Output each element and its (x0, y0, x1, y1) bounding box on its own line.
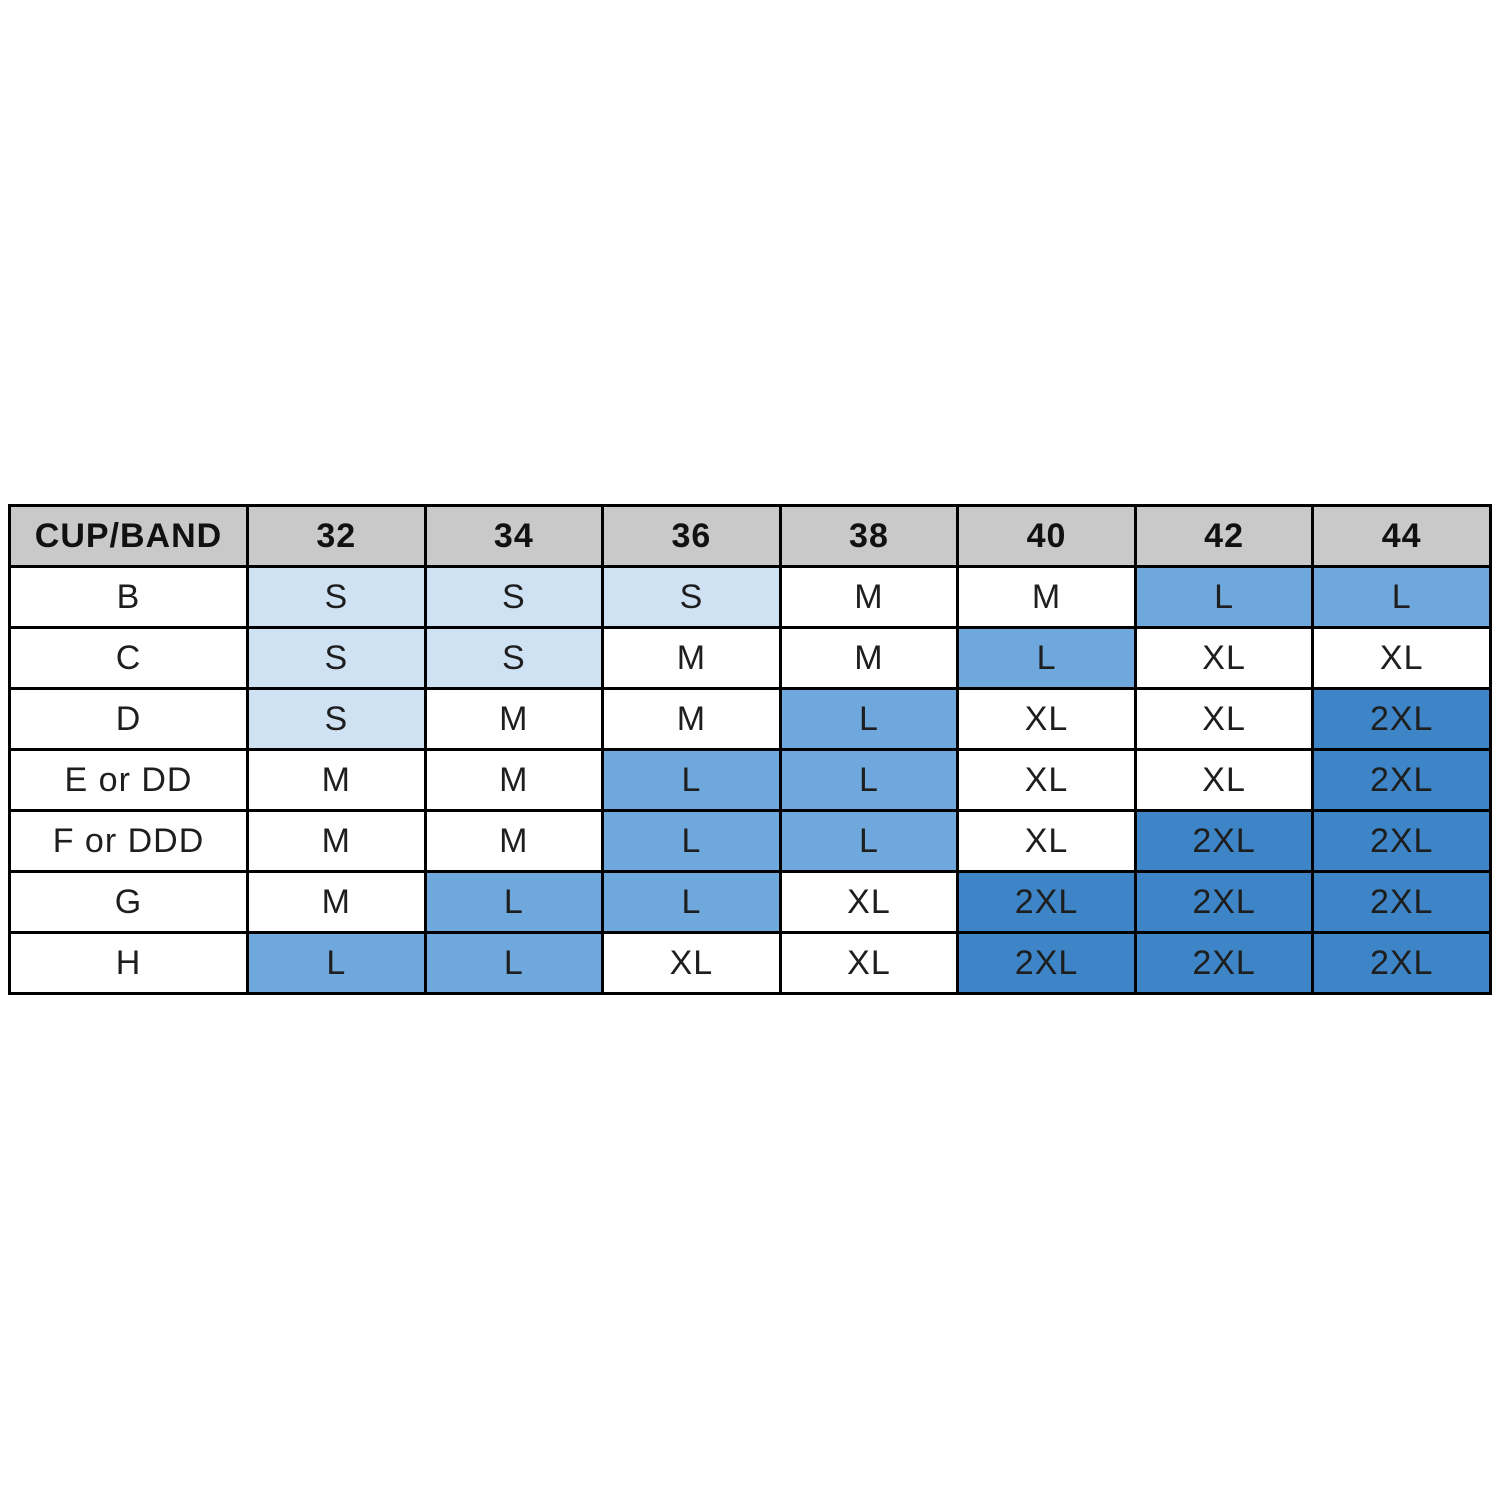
size-cell: S (425, 567, 603, 628)
size-cell: L (425, 872, 603, 933)
size-cell: 2XL (1135, 811, 1313, 872)
size-cell: S (248, 628, 426, 689)
size-cell: 2XL (958, 872, 1136, 933)
size-cell: XL (780, 933, 958, 994)
size-cell: S (248, 689, 426, 750)
table-row (10, 689, 1491, 750)
band-header-cell: 42 (1135, 506, 1313, 567)
size-cell: L (780, 750, 958, 811)
band-header-cell: 44 (1313, 506, 1491, 567)
cup-label-cell: H (10, 933, 248, 994)
band-header-cell: 40 (958, 506, 1136, 567)
table-row (10, 750, 1491, 811)
size-cell: XL (1135, 628, 1313, 689)
band-header-cell: 38 (780, 506, 958, 567)
size-cell: L (1135, 567, 1313, 628)
size-chart-header (10, 506, 1491, 567)
size-chart-body (10, 567, 1491, 994)
size-cell: XL (1135, 750, 1313, 811)
table-row (10, 872, 1491, 933)
size-cell: L (603, 811, 781, 872)
table-row (10, 628, 1491, 689)
size-cell: XL (1135, 689, 1313, 750)
cup-label-cell: D (10, 689, 248, 750)
size-cell: 2XL (958, 933, 1136, 994)
size-cell: XL (958, 750, 1136, 811)
size-cell: L (780, 811, 958, 872)
cup-label-cell: F or DDD (10, 811, 248, 872)
size-cell: L (248, 933, 426, 994)
size-cell: L (780, 689, 958, 750)
size-cell: 2XL (1313, 750, 1491, 811)
band-header-cell: 34 (425, 506, 603, 567)
size-cell: M (780, 628, 958, 689)
cup-label-cell: G (10, 872, 248, 933)
size-cell: XL (958, 811, 1136, 872)
table-row (10, 933, 1491, 994)
size-cell: M (425, 689, 603, 750)
size-chart-table (8, 504, 1492, 995)
size-cell: M (425, 750, 603, 811)
table-row (10, 811, 1491, 872)
size-cell: XL (958, 689, 1136, 750)
size-cell: S (425, 628, 603, 689)
size-cell: XL (1313, 628, 1491, 689)
band-header-cell: 36 (603, 506, 781, 567)
size-cell: M (780, 567, 958, 628)
size-cell: XL (603, 933, 781, 994)
corner-header-cell: CUP/BAND (10, 506, 248, 567)
size-cell: L (603, 750, 781, 811)
table-row (10, 567, 1491, 628)
size-cell: L (1313, 567, 1491, 628)
cup-label-cell: B (10, 567, 248, 628)
size-cell: M (425, 811, 603, 872)
cup-label-cell: C (10, 628, 248, 689)
size-cell: M (248, 750, 426, 811)
size-cell: M (603, 689, 781, 750)
size-cell: L (603, 872, 781, 933)
size-cell: XL (780, 872, 958, 933)
size-cell: M (248, 872, 426, 933)
size-cell: M (248, 811, 426, 872)
size-chart (8, 504, 1492, 995)
band-header-cell: 32 (248, 506, 426, 567)
size-cell: M (603, 628, 781, 689)
cup-label-cell: E or DD (10, 750, 248, 811)
header-row (10, 506, 1491, 567)
size-cell: L (425, 933, 603, 994)
size-cell: S (603, 567, 781, 628)
size-cell: 2XL (1135, 933, 1313, 994)
size-cell: 2XL (1313, 933, 1491, 994)
size-cell: 2XL (1313, 811, 1491, 872)
size-cell: L (958, 628, 1136, 689)
size-cell: 2XL (1135, 872, 1313, 933)
size-cell: S (248, 567, 426, 628)
size-cell: M (958, 567, 1136, 628)
size-cell: 2XL (1313, 689, 1491, 750)
size-cell: 2XL (1313, 872, 1491, 933)
